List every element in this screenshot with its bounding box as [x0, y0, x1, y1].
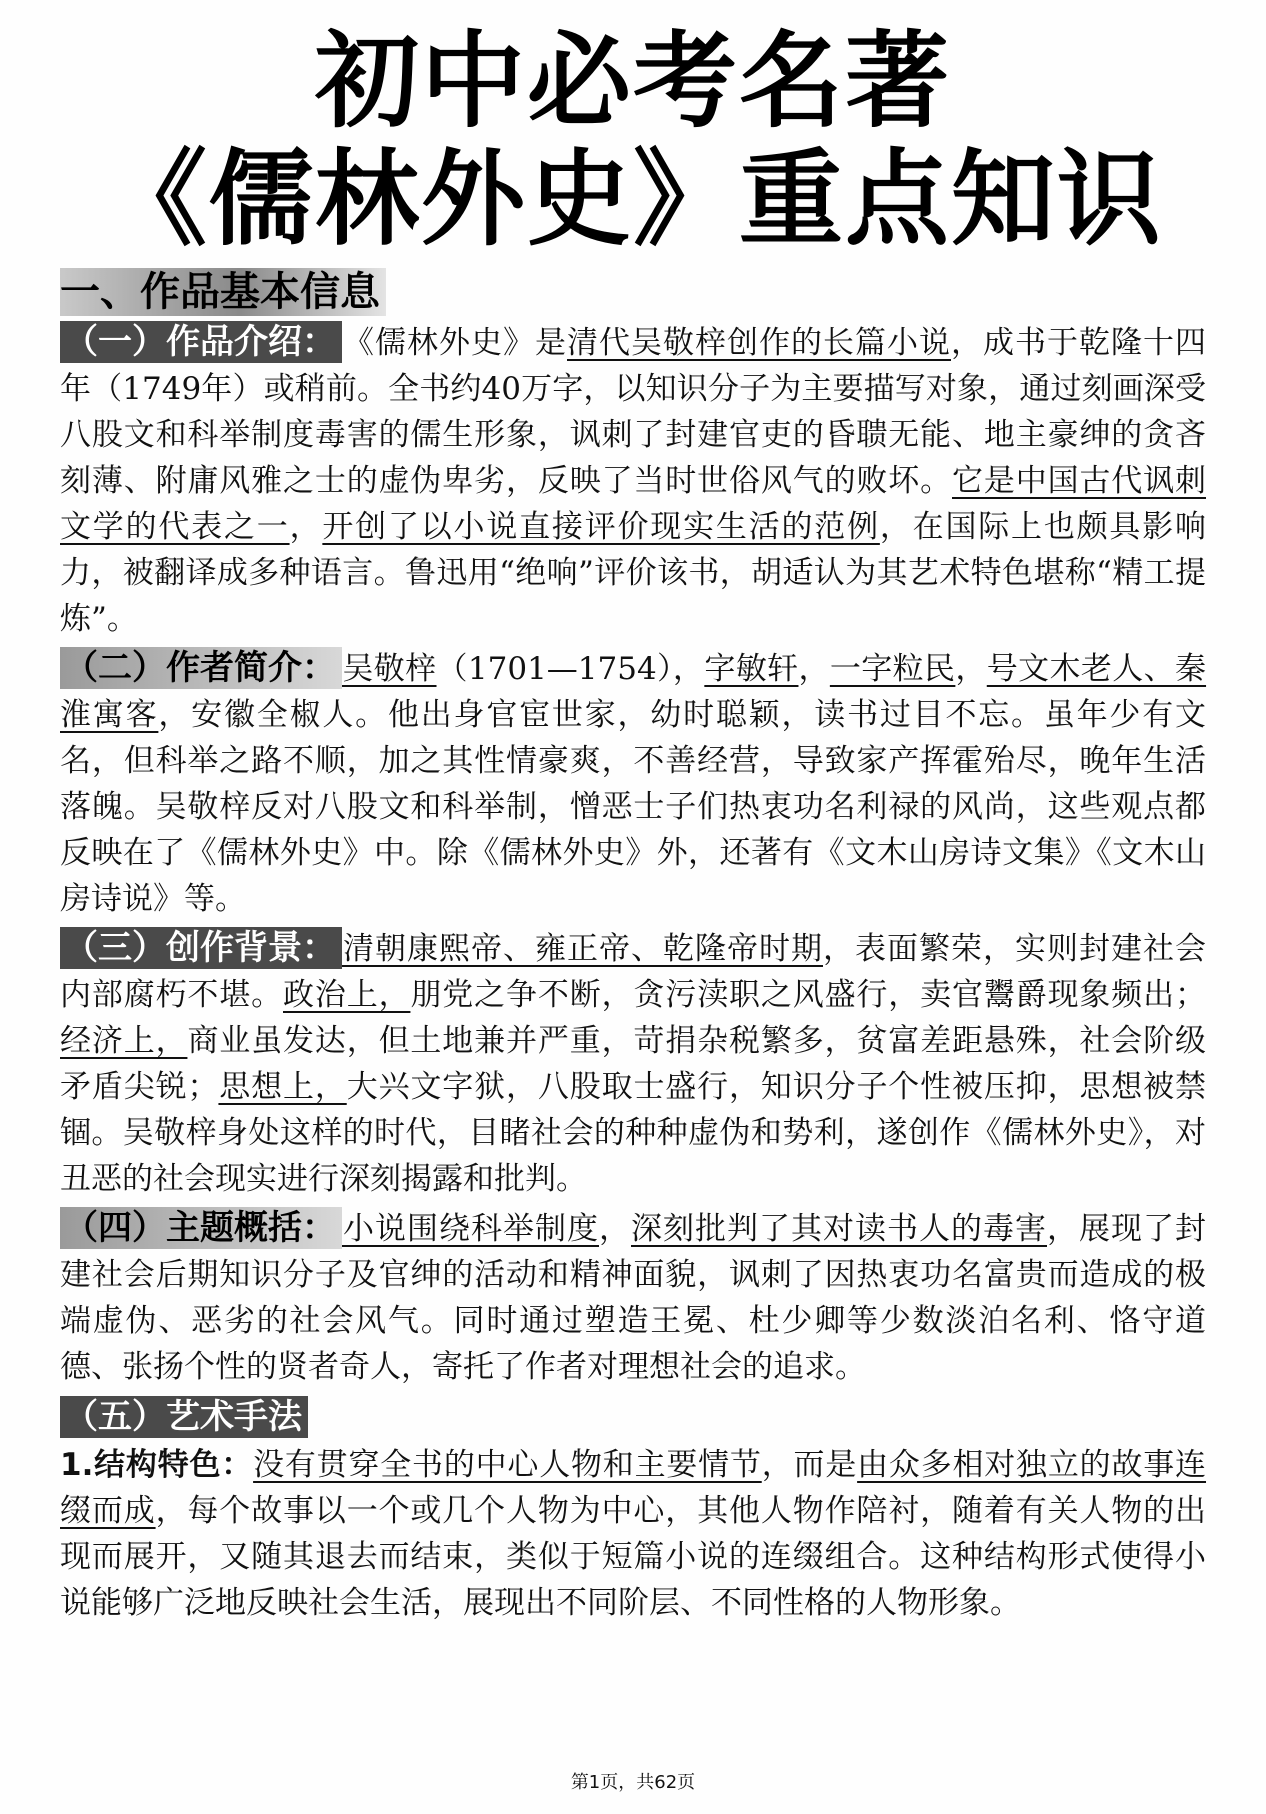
structure-head: 1.结构特色： — [60, 1447, 254, 1483]
intro-text-3: ， — [289, 509, 323, 545]
author-underline-1: 吴敬梓 — [342, 651, 437, 687]
intro-underline-3: 开创了以小说直接评价现实生活的范例 — [322, 509, 880, 545]
author-text-4: ，安徽全椒人。他出身官宦世家，幼时聪颖，读书过目不忘。虽年少有文名，但科举之路不顺，加之其性情豪爽，不善经营，导致家产挥霍殆尽，晚年生活落魄。吴敬梓反对八股文和科举制，憎恶士子们热衷功名利禄的风尚，这些观点都反映在了《儒林外史》中。除《儒林外史》外，还著有《文木山房诗文集》《文木山房诗说》等。 — [60, 697, 1207, 917]
author-text-1: （1701—1754）， — [436, 651, 705, 687]
intro-underline-2: 它是中国古代讽刺文学的代表之一 — [60, 463, 1206, 545]
background-text-1: ，表面繁荣，实则封建社会内部腐朽不堪。 — [60, 931, 1206, 1013]
title-line-2: 《儒林外史》重点知识 — [102, 138, 1163, 260]
intro-text-2: ，成书于乾隆十四年（1749年）或稍前。全书约40万字，以知识分子为主要描写对象，通过刻画深受八股文和科举制度毒害的儒生形象，讽刺了封建官吏的昏聩无能、地主豪绅的贪吝刻薄、附庸风雅之士的虚伪卑劣，反映了当时世俗风气的败坏。 — [60, 325, 1206, 499]
intro-text-1: 《儒林外史》是 — [342, 325, 567, 361]
author-paragraph — [60, 646, 1206, 922]
background-underline-3: 经济上， — [60, 1023, 188, 1059]
intro-text-4: ，在国际上也颇具影响力，被翻译成多种语言。鲁迅用“绝响”评价该书，胡适认为其艺术特色堪称“精工提炼”。 — [60, 509, 1207, 637]
art-label: （五）艺术手法 — [60, 1396, 308, 1438]
section-heading: 一、作品基本信息 — [60, 268, 386, 316]
theme-text-1: ， — [599, 1211, 631, 1247]
theme-underline-2: 深刻批判了其对读书人的毒害 — [631, 1211, 1047, 1247]
theme-paragraph — [60, 1206, 1206, 1390]
author-label: （二）作者简介： — [60, 647, 342, 689]
document-page — [0, 22, 1266, 1814]
author-underline-2: 字敏轩 — [704, 651, 799, 687]
author-text-3: ， — [955, 651, 987, 687]
theme-underline-1: 小说围绕科举制度 — [342, 1211, 599, 1247]
structure-paragraph — [60, 1442, 1206, 1626]
author-underline-4: 号文木老人、秦淮寓客 — [60, 651, 1207, 733]
structure-text-1: ，而是 — [761, 1447, 858, 1483]
author-underline-3: 一字粒民 — [829, 651, 956, 687]
theme-text-2: ，展现了封建社会后期知识分子及官绅的活动和精神面貌，讽刺了因热衷功名富贵而造成的极端虚伪、恶劣的社会风气。同时通过塑造王冕、杜少卿等少数淡泊名利、恪守道德、张扬个性的贤者奇人，寄托了作者对理想社会的追求。 — [60, 1211, 1206, 1385]
background-paragraph — [60, 926, 1206, 1202]
page-number: 第1页，共62页 — [570, 1772, 696, 1793]
background-underline-2: 政治上， — [283, 977, 411, 1013]
title-line-1: 初中必考名著 — [314, 20, 951, 142]
structure-underline-2: 由众多相对独立的故事连缀而成 — [60, 1447, 1207, 1529]
background-label: （三）创作背景： — [60, 927, 342, 969]
intro-underline-1: 清代吴敬梓创作的长篇小说 — [567, 325, 951, 361]
intro-label: （一）作品介绍： — [60, 321, 342, 363]
background-underline-1: 清朝康熙帝、雍正帝、乾隆帝时期 — [342, 931, 823, 967]
background-text-3: 商业虽发达，但土地兼并严重，苛捐杂税繁多，贫富差距悬殊，社会阶级矛盾尖锐； — [60, 1023, 1207, 1105]
theme-label: （四）主题概括： — [60, 1207, 342, 1249]
background-text-2: 朋党之争不断，贪污渎职之风盛行，卖官鬻爵现象频出； — [410, 977, 1207, 1013]
structure-underline-1: 没有贯穿全书的中心人物和主要情节 — [253, 1447, 762, 1483]
author-text-2: ， — [798, 651, 830, 687]
background-underline-4: 思想上， — [218, 1069, 347, 1105]
background-text-4: 大兴文字狱，八股取士盛行，知识分子个性被压抑，思想被禁锢。吴敬梓身处这样的时代，目睹社会的种种虚伪和势利，遂创作《儒林外史》，对丑恶的社会现实进行深刻揭露和批判。 — [60, 1069, 1207, 1197]
structure-text-2: ，每个故事以一个或几个人物为中心，其他人物作陪衬，随着有关人物的出现而展开，又随其退去而结束，类似于短篇小说的连缀组合。这种结构形式使得小说能够广泛地反映社会生活，展现出不同阶层、不同性格的人物形象。 — [60, 1493, 1207, 1621]
intro-paragraph — [60, 320, 1206, 642]
document-title — [60, 22, 1206, 258]
